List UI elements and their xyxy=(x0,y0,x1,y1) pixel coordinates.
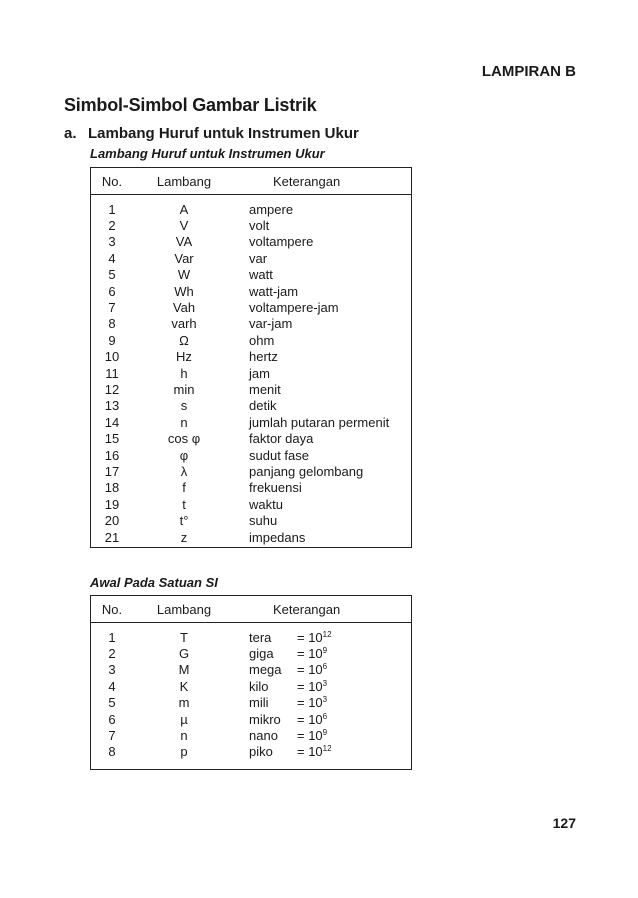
row-number: 1 xyxy=(108,201,116,217)
instrument-symbol-table xyxy=(90,167,412,548)
row-symbol: W xyxy=(177,267,191,283)
row-number: 2 xyxy=(108,218,116,234)
row-description xyxy=(235,646,411,661)
prefix-value xyxy=(297,728,327,743)
section-heading xyxy=(64,125,359,142)
row-number: 6 xyxy=(108,711,116,727)
row-number: 3 xyxy=(108,662,116,678)
prefix-exponent: 3 xyxy=(322,678,328,688)
row-number: 11 xyxy=(105,365,119,381)
row-description: voltampere-jam xyxy=(249,300,339,316)
row-description: hertz xyxy=(249,349,278,365)
table1-header-symbol: Lambang xyxy=(156,173,212,189)
row-symbol: z xyxy=(180,529,188,545)
row-description: sudut fase xyxy=(249,447,309,463)
row-number: 12 xyxy=(104,381,120,397)
row-description: voltampere xyxy=(249,234,314,250)
prefix-exponent: 9 xyxy=(322,728,328,738)
row-description: watt xyxy=(249,267,273,283)
row-description xyxy=(235,679,411,694)
row-description xyxy=(235,630,411,645)
row-number: 2 xyxy=(108,646,116,662)
table-row xyxy=(91,299,411,315)
prefix-base: = 10 xyxy=(297,695,323,711)
table-row xyxy=(91,711,411,727)
row-symbol: Hz xyxy=(176,349,192,365)
row-symbol: K xyxy=(179,678,189,694)
table-row xyxy=(91,512,411,528)
prefix-exponent: 3 xyxy=(322,695,328,705)
row-symbol: M xyxy=(178,662,190,678)
page-header: LAMPIRAN B xyxy=(481,63,576,80)
table2-caption: Awal Pada Satuan SI xyxy=(90,575,218,590)
row-description xyxy=(235,728,411,743)
table-row xyxy=(91,447,411,463)
row-description xyxy=(235,662,411,677)
row-symbol: φ xyxy=(179,447,189,463)
row-number: 10 xyxy=(104,349,120,365)
table2-header-desc: Keterangan xyxy=(273,601,341,617)
prefix-value xyxy=(297,679,327,694)
row-symbol: Var xyxy=(174,250,194,266)
page-number: 127 xyxy=(552,815,576,831)
row-symbol: Wh xyxy=(174,283,194,299)
row-description: detik xyxy=(249,398,277,414)
table-row xyxy=(91,529,411,545)
row-symbol: n xyxy=(180,728,188,744)
table-row xyxy=(91,250,411,266)
table-row xyxy=(91,316,411,332)
row-symbol: p xyxy=(180,744,188,760)
table2-header-no: No. xyxy=(101,601,123,617)
row-description: ampere xyxy=(249,201,294,217)
row-number: 3 xyxy=(108,234,116,250)
si-prefix-table xyxy=(90,595,412,770)
row-description: var xyxy=(249,250,268,266)
row-number: 19 xyxy=(104,496,120,512)
table-row xyxy=(91,430,411,446)
row-symbol: h xyxy=(180,365,188,381)
row-number: 18 xyxy=(104,480,120,496)
table-row xyxy=(91,629,411,645)
row-number: 15 xyxy=(104,431,120,447)
table-row xyxy=(91,234,411,250)
row-number: 14 xyxy=(104,414,120,430)
prefix-exponent: 9 xyxy=(322,646,328,656)
row-symbol: VA xyxy=(175,234,193,250)
row-symbol: Vah xyxy=(172,300,196,316)
table-row xyxy=(91,695,411,711)
row-symbol: Ω xyxy=(179,332,189,348)
prefix-base: = 10 xyxy=(297,711,323,727)
row-description: menit xyxy=(249,381,281,397)
row-symbol: G xyxy=(178,646,190,662)
table-row xyxy=(91,463,411,479)
prefix-value xyxy=(297,712,327,727)
table-row xyxy=(91,217,411,233)
row-symbol: T xyxy=(180,629,188,645)
prefix-name: kilo xyxy=(249,678,269,694)
row-symbol: λ xyxy=(180,463,188,479)
row-number: 9 xyxy=(108,332,116,348)
row-description: panjang gelombang xyxy=(249,463,364,479)
prefix-base: = 10 xyxy=(297,662,323,678)
table2-body xyxy=(91,623,411,760)
row-description: watt-jam xyxy=(249,283,299,299)
row-number: 1 xyxy=(108,629,116,645)
row-symbol: n xyxy=(180,414,188,430)
table-row xyxy=(91,381,411,397)
row-description: frekuensi xyxy=(249,480,302,496)
row-description xyxy=(235,744,411,759)
row-number: 8 xyxy=(108,316,116,332)
row-number: 17 xyxy=(104,463,120,479)
section-heading-text: Lambang Huruf untuk Instrumen Ukur xyxy=(88,125,359,142)
table-row xyxy=(91,414,411,430)
table1-caption: Lambang Huruf untuk Instrumen Ukur xyxy=(90,146,325,161)
row-number: 4 xyxy=(108,678,116,694)
table-row xyxy=(91,201,411,217)
table1-body xyxy=(91,195,411,545)
row-number: 8 xyxy=(108,744,116,760)
prefix-value xyxy=(297,662,327,677)
row-number: 5 xyxy=(108,695,116,711)
row-number: 13 xyxy=(104,398,120,414)
row-number: 7 xyxy=(108,728,116,744)
table-row xyxy=(91,662,411,678)
table-row xyxy=(91,283,411,299)
table-row xyxy=(91,480,411,496)
table2-header-symbol: Lambang xyxy=(156,601,212,617)
row-description: var-jam xyxy=(249,316,293,332)
table2-header xyxy=(91,596,411,623)
prefix-base: = 10 xyxy=(297,728,323,744)
table-row xyxy=(91,727,411,743)
table-row xyxy=(91,645,411,661)
row-description: suhu xyxy=(249,513,278,529)
prefix-base: = 10 xyxy=(297,744,323,760)
prefix-exponent: 6 xyxy=(322,662,328,672)
table-row xyxy=(91,398,411,414)
row-number: 5 xyxy=(108,267,116,283)
section-marker: a. xyxy=(64,125,77,142)
prefix-exponent: 12 xyxy=(322,629,332,639)
prefix-name: mega xyxy=(249,662,282,678)
prefix-exponent: 6 xyxy=(322,711,328,721)
table1-header xyxy=(91,168,411,195)
row-description: impedans xyxy=(249,529,306,545)
prefix-name: nano xyxy=(249,728,278,744)
prefix-exponent: 12 xyxy=(322,744,332,754)
row-description xyxy=(235,695,411,710)
row-description: waktu xyxy=(249,496,283,512)
row-symbol: cos φ xyxy=(167,431,201,447)
prefix-name: tera xyxy=(249,629,272,645)
row-symbol: varh xyxy=(171,316,197,332)
row-symbol: V xyxy=(179,218,189,234)
row-description: jam xyxy=(249,365,270,381)
prefix-name: mikro xyxy=(249,711,281,727)
prefix-base: = 10 xyxy=(297,678,323,694)
row-number: 16 xyxy=(104,447,120,463)
table-row xyxy=(91,332,411,348)
row-description: ohm xyxy=(249,332,275,348)
prefix-base: = 10 xyxy=(297,629,323,645)
row-symbol: m xyxy=(178,695,190,711)
table-row xyxy=(91,678,411,694)
prefix-name: giga xyxy=(249,646,274,662)
row-description: jumlah putaran permenit xyxy=(249,414,390,430)
row-symbol: min xyxy=(173,381,195,397)
table-row xyxy=(91,267,411,283)
table1-header-no: No. xyxy=(101,173,123,189)
page-title: Simbol-Simbol Gambar Listrik xyxy=(64,95,317,115)
prefix-value xyxy=(297,695,327,710)
row-description xyxy=(235,712,411,727)
table-row xyxy=(91,496,411,512)
table-row xyxy=(91,365,411,381)
row-symbol: t° xyxy=(179,513,189,529)
row-number: 20 xyxy=(104,513,120,529)
prefix-name: mili xyxy=(249,695,269,711)
prefix-value xyxy=(297,646,327,661)
row-symbol: f xyxy=(182,480,186,496)
row-symbol: µ xyxy=(180,711,188,727)
prefix-name: piko xyxy=(249,744,273,760)
prefix-value xyxy=(297,630,332,645)
prefix-base: = 10 xyxy=(297,646,323,662)
prefix-value xyxy=(297,744,332,759)
table-row xyxy=(91,744,411,760)
row-symbol: t xyxy=(182,496,186,512)
row-number: 7 xyxy=(108,300,116,316)
table1-header-desc: Keterangan xyxy=(273,173,341,189)
table-row xyxy=(91,349,411,365)
row-number: 21 xyxy=(104,529,120,545)
row-number: 6 xyxy=(108,283,116,299)
row-description: volt xyxy=(249,218,270,234)
row-symbol: A xyxy=(179,201,189,217)
row-symbol: s xyxy=(180,398,188,414)
row-number: 4 xyxy=(108,250,116,266)
row-description: faktor daya xyxy=(249,431,314,447)
